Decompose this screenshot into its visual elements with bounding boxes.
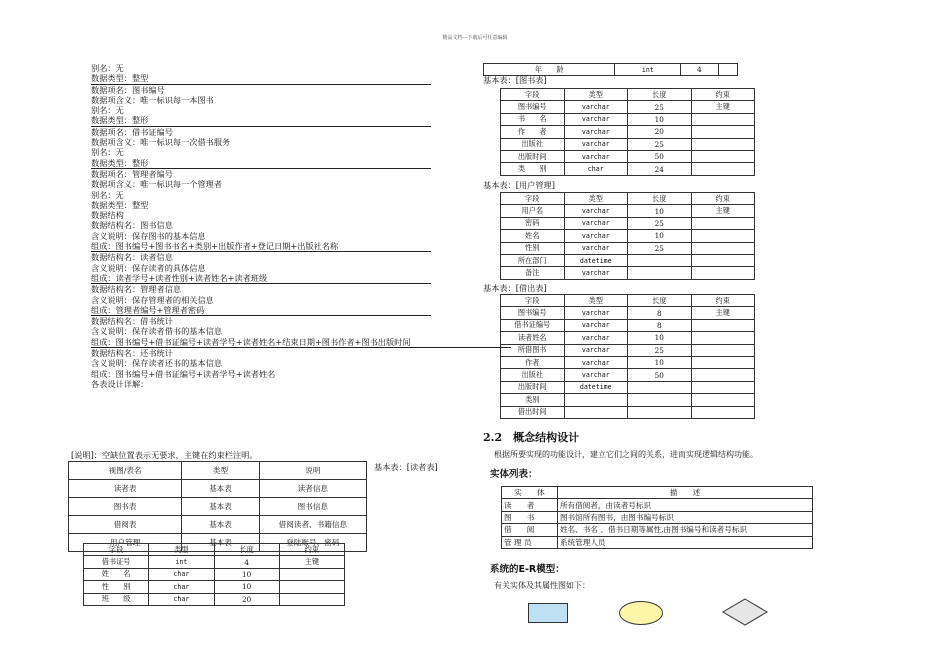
table-row bbox=[502, 536, 813, 548]
book-table-caption: 基本表：[图书表] bbox=[483, 75, 547, 85]
table-cell: 出版时间 bbox=[501, 150, 565, 162]
dictionary-line: 组成：图书编号+借书证编号+读者学号+读者姓名+结束日期+图书作者+图书出版时间 bbox=[91, 336, 411, 347]
table-cell: 25 bbox=[628, 217, 692, 229]
table-cell: 出版社 bbox=[501, 138, 565, 150]
table-cell: 图 书 bbox=[502, 511, 558, 523]
table-cell: 50 bbox=[628, 150, 692, 162]
table-cell: varchar bbox=[564, 267, 628, 279]
table-cell: 主键 bbox=[691, 307, 755, 319]
dictionary-line: 数据结构名：读者信息 bbox=[91, 251, 431, 262]
table-cell bbox=[691, 394, 755, 406]
table-cell: varchar bbox=[564, 242, 628, 254]
table-header-row bbox=[84, 544, 345, 556]
entity-rectangle-shape bbox=[528, 603, 568, 623]
dictionary-line: 数据项含义：唯一标识每一本图书 bbox=[91, 94, 214, 105]
table-header-cell: 长度 bbox=[628, 193, 692, 205]
table-row bbox=[501, 344, 755, 356]
table-row bbox=[501, 267, 755, 279]
table-cell bbox=[691, 267, 755, 279]
table-cell: 主键 bbox=[691, 101, 755, 113]
dictionary-line: 组成：图书编号+图书书名+类别+出版作者+登记日期+出版社名称 bbox=[91, 241, 339, 252]
table-cell: int bbox=[615, 64, 681, 76]
table-cell: 4 bbox=[681, 64, 718, 76]
table-header-cell: 实 体 bbox=[502, 487, 558, 499]
table-cell bbox=[691, 369, 755, 381]
table-header-cell: 类型 bbox=[564, 193, 628, 205]
dictionary-line: 数据结构名：管理者信息 bbox=[91, 283, 431, 294]
table-cell: char bbox=[564, 163, 628, 175]
table-cell bbox=[691, 126, 755, 138]
table-cell: 图书编号 bbox=[501, 307, 565, 319]
table-cell: char bbox=[149, 568, 214, 580]
reader-table bbox=[83, 543, 345, 606]
table-cell: 4 bbox=[214, 556, 279, 568]
dictionary-line: 含义说明：保存管理者的相关信息 bbox=[91, 294, 214, 305]
table-cell: datetime bbox=[564, 381, 628, 393]
table-cell bbox=[628, 381, 692, 393]
table-cell: char bbox=[149, 593, 214, 605]
table-row bbox=[84, 581, 345, 593]
table-cell: 借出时间 bbox=[501, 406, 565, 418]
table-header-row bbox=[69, 462, 367, 480]
dictionary-line: 数据类型：整型 bbox=[91, 199, 149, 210]
user-table bbox=[500, 192, 755, 280]
table-header-row bbox=[502, 487, 813, 499]
table-cell: 图书馆所有图书，由图书编号标识 bbox=[557, 511, 812, 523]
dictionary-line: 组成：图书编号+借书证编号+读者学号+读者姓名 bbox=[91, 368, 276, 379]
table-row bbox=[501, 101, 755, 113]
reader-table-caption: 基本表：[读者表] bbox=[374, 462, 438, 472]
table-cell: varchar bbox=[564, 369, 628, 381]
table-cell bbox=[718, 64, 737, 76]
table-cell: 班 级 bbox=[84, 593, 149, 605]
table-cell: varchar bbox=[564, 307, 628, 319]
table-cell bbox=[279, 581, 344, 593]
table-row bbox=[501, 332, 755, 344]
table-header-row bbox=[501, 193, 755, 205]
er-model-heading: 系统的E-R模型： bbox=[490, 564, 565, 575]
borrow-table bbox=[500, 294, 755, 419]
table-header-cell: 约束 bbox=[691, 193, 755, 205]
table-cell: 25 bbox=[628, 242, 692, 254]
table-cell: 20 bbox=[628, 126, 692, 138]
table-cell: 10 bbox=[628, 230, 692, 242]
table-cell bbox=[691, 319, 755, 331]
table-cell bbox=[691, 138, 755, 150]
table-cell: datetime bbox=[564, 254, 628, 266]
dictionary-line: 数据类型：整形 bbox=[91, 157, 149, 168]
table-cell: 所借图书 bbox=[501, 344, 565, 356]
table-header-cell: 约束 bbox=[691, 295, 755, 307]
table-cell bbox=[628, 267, 692, 279]
dictionary-line: 含义说明：保存读者借书的基本信息 bbox=[91, 326, 223, 337]
table-header-row bbox=[501, 295, 755, 307]
table-cell bbox=[564, 394, 628, 406]
table-cell: 10 bbox=[214, 568, 279, 580]
table-cell: 姓名 bbox=[501, 230, 565, 242]
table-cell: varchar bbox=[564, 101, 628, 113]
table-cell: varchar bbox=[564, 230, 628, 242]
table-row bbox=[501, 126, 755, 138]
table-cell: 借书证号 bbox=[84, 556, 149, 568]
table-cell: 出版时间 bbox=[501, 381, 565, 393]
table-cell: 基本表 bbox=[182, 516, 259, 534]
dictionary-line: 数据结构名：图书信息 bbox=[91, 220, 173, 231]
section-paragraph: 根据所要实现的功能设计，建立它们之间的关系，进而实现逻辑结构功能。 bbox=[494, 450, 758, 459]
table-cell: 24 bbox=[628, 163, 692, 175]
dictionary-line: 数据项名：借书证编号 bbox=[91, 126, 431, 137]
table-cell: 借 阅 bbox=[502, 524, 558, 536]
table-row bbox=[501, 381, 755, 393]
table-cell: 20 bbox=[214, 593, 279, 605]
table-row bbox=[501, 113, 755, 125]
dictionary-line: 别名：无 bbox=[91, 63, 124, 73]
table-header-cell: 字段 bbox=[84, 544, 149, 556]
table-cell: varchar bbox=[564, 113, 628, 125]
table-cell: 25 bbox=[628, 344, 692, 356]
table-row bbox=[501, 217, 755, 229]
table-row bbox=[84, 568, 345, 580]
dictionary-line: 数据结构名：借书统计 bbox=[91, 315, 431, 326]
table-cell: int bbox=[149, 556, 214, 568]
table-cell: 借书证编号 bbox=[501, 319, 565, 331]
table-cell: 类 别 bbox=[501, 163, 565, 175]
dictionary-line: 数据项含义：唯一标识每一个管理者 bbox=[91, 179, 223, 190]
relationship-diamond-shape bbox=[722, 598, 768, 626]
table-row bbox=[501, 163, 755, 175]
table-cell: 用户管理 bbox=[69, 534, 182, 552]
table-cell: 姓名、书名 、借书日期等属性,由图书编号和读者号标识 bbox=[557, 524, 812, 536]
table-cell: 10 bbox=[628, 205, 692, 217]
table-row bbox=[502, 524, 813, 536]
table-header-cell: 约束 bbox=[691, 89, 755, 101]
table-cell bbox=[628, 406, 692, 418]
dictionary-line: 别名：无 bbox=[91, 189, 124, 200]
table-cell: 年 龄 bbox=[484, 64, 615, 76]
table-cell: 作 者 bbox=[501, 126, 565, 138]
table-cell: 10 bbox=[628, 356, 692, 368]
table-cell: 25 bbox=[628, 101, 692, 113]
table-row bbox=[501, 406, 755, 418]
table-cell bbox=[691, 163, 755, 175]
view-table bbox=[68, 461, 367, 552]
table-cell: 图书表 bbox=[69, 498, 182, 516]
table-cell bbox=[628, 254, 692, 266]
table-row bbox=[501, 242, 755, 254]
table-cell: 10 bbox=[628, 332, 692, 344]
table-cell: varchar bbox=[564, 319, 628, 331]
table-row bbox=[84, 593, 345, 605]
dictionary-line: 组成：管理者编号+管理者密码 bbox=[91, 304, 205, 315]
table-header-cell: 类型 bbox=[564, 295, 628, 307]
table-cell bbox=[691, 113, 755, 125]
table-cell bbox=[628, 394, 692, 406]
book-table bbox=[500, 88, 755, 176]
table-cell: 10 bbox=[214, 581, 279, 593]
table-cell: 读者姓名 bbox=[501, 332, 565, 344]
table-cell bbox=[279, 568, 344, 580]
table-cell: 读 者 bbox=[502, 499, 558, 511]
table-cell bbox=[564, 406, 628, 418]
table-cell: 书 名 bbox=[501, 113, 565, 125]
table-cell: 图书信息 bbox=[259, 498, 366, 516]
table-header-row bbox=[501, 89, 755, 101]
dictionary-line: 数据类型：整型 bbox=[91, 73, 149, 84]
table-row bbox=[501, 254, 755, 266]
table-cell: 所在部门 bbox=[501, 254, 565, 266]
table-cell: 系统管理人员 bbox=[557, 536, 812, 548]
borrow-table-caption: 基本表：[借出表] bbox=[483, 283, 547, 293]
er-description: 有关实体及其属性图如下： bbox=[494, 581, 590, 590]
table-header-cell: 视图/表名 bbox=[69, 462, 182, 480]
table-row bbox=[501, 138, 755, 150]
dictionary-line: 数据结构 bbox=[91, 210, 124, 221]
table-cell: 基本表 bbox=[182, 534, 259, 552]
table-cell: varchar bbox=[564, 150, 628, 162]
table-row bbox=[501, 356, 755, 368]
dictionary-line: 含义说明：保存读者的具体信息 bbox=[91, 262, 206, 273]
table-cell: 10 bbox=[628, 113, 692, 125]
attribute-ellipse-shape bbox=[619, 601, 663, 625]
table-cell: 密码 bbox=[501, 217, 565, 229]
table-cell: 所有借阅者，由读者号标识 bbox=[557, 499, 812, 511]
table-header-cell: 类型 bbox=[182, 462, 259, 480]
table-cell: varchar bbox=[564, 126, 628, 138]
table-header-cell: 描 述 bbox=[557, 487, 812, 499]
dictionary-line: 数据项含义：唯一标识每一次借书服务 bbox=[91, 137, 231, 148]
dictionary-line: 别名：无 bbox=[91, 105, 124, 116]
table-cell: varchar bbox=[564, 332, 628, 344]
table-cell: 借阅表 bbox=[69, 516, 182, 534]
table-cell: varchar bbox=[564, 217, 628, 229]
table-cell bbox=[691, 150, 755, 162]
dictionary-line: 数据项名：图书编号 bbox=[91, 84, 431, 95]
table-cell: 8 bbox=[628, 319, 692, 331]
table-row bbox=[69, 516, 367, 534]
table-header-cell: 约束 bbox=[279, 544, 344, 556]
table-row bbox=[501, 205, 755, 217]
table-cell: char bbox=[149, 581, 214, 593]
table-cell bbox=[691, 242, 755, 254]
table-row bbox=[501, 230, 755, 242]
table-cell bbox=[691, 217, 755, 229]
table-header-cell: 字段 bbox=[501, 193, 565, 205]
dictionary-line: 别名：无 bbox=[91, 147, 124, 158]
table-row bbox=[501, 307, 755, 319]
table-row bbox=[69, 480, 367, 498]
table-header-cell: 长度 bbox=[628, 89, 692, 101]
table-cell: 基本表 bbox=[182, 498, 259, 516]
table-cell bbox=[691, 406, 755, 418]
table-cell: varchar bbox=[564, 344, 628, 356]
dictionary-line: 含义说明：保存图书的基本信息 bbox=[91, 230, 206, 241]
data-dictionary bbox=[91, 63, 431, 389]
table-row bbox=[502, 511, 813, 523]
table-cell: 性 别 bbox=[84, 581, 149, 593]
table-cell: 性别 bbox=[501, 242, 565, 254]
table-cell bbox=[691, 254, 755, 266]
table-row bbox=[501, 369, 755, 381]
dictionary-line: 组成：读者学号+读者性别+读者姓名+读者班级 bbox=[91, 272, 268, 283]
table-cell: 作者 bbox=[501, 356, 565, 368]
table-cell: 图书编号 bbox=[501, 101, 565, 113]
table-cell: 出版社 bbox=[501, 369, 565, 381]
table-header-cell: 长度 bbox=[214, 544, 279, 556]
table-cell: varchar bbox=[564, 138, 628, 150]
entity-table bbox=[501, 486, 813, 549]
table-cell: varchar bbox=[564, 205, 628, 217]
table-header-cell: 类型 bbox=[149, 544, 214, 556]
table-row bbox=[501, 394, 755, 406]
user-table-caption: 基本表：[用户管理] bbox=[483, 180, 555, 190]
table-cell: 借阅读者、书籍信息 bbox=[259, 516, 366, 534]
table-row bbox=[84, 556, 345, 568]
table-header-cell: 类型 bbox=[564, 89, 628, 101]
entity-list-heading: 实体列表： bbox=[490, 469, 538, 480]
dictionary-line: 数据类型：整形 bbox=[91, 115, 149, 126]
table-header-cell: 说明 bbox=[259, 462, 366, 480]
table-cell: varchar bbox=[564, 356, 628, 368]
table-cell: 基本表 bbox=[182, 480, 259, 498]
table-cell: 用户名 bbox=[501, 205, 565, 217]
dictionary-line: 各表设计详解： bbox=[91, 378, 149, 389]
section-title: 2.2 概念结构设计 bbox=[483, 431, 580, 444]
table-cell: 主键 bbox=[279, 556, 344, 568]
table-cell: 读者信息 bbox=[259, 480, 366, 498]
table-cell: 8 bbox=[628, 307, 692, 319]
table-row bbox=[501, 150, 755, 162]
table-cell bbox=[691, 332, 755, 344]
table-cell: 读者表 bbox=[69, 480, 182, 498]
table-header-cell: 字段 bbox=[501, 295, 565, 307]
table-header-cell: 长度 bbox=[628, 295, 692, 307]
dictionary-line: 数据结构名：还书统计 bbox=[91, 347, 511, 358]
table-cell bbox=[691, 344, 755, 356]
table-cell: 姓 名 bbox=[84, 568, 149, 580]
table-row bbox=[501, 319, 755, 331]
table-row bbox=[502, 499, 813, 511]
table-cell bbox=[279, 593, 344, 605]
table-cell bbox=[691, 230, 755, 242]
table-note: [说明]：空缺位置表示无要求，主键在约束栏注明。 bbox=[71, 450, 258, 460]
table-cell bbox=[691, 381, 755, 393]
table-cell: 类别 bbox=[501, 394, 565, 406]
page-header: 精品文档---下载后可任意编辑 bbox=[442, 35, 508, 41]
table-cell: 管 理 员 bbox=[502, 536, 558, 548]
table-cell: 备注 bbox=[501, 267, 565, 279]
dictionary-line: 数据项名：管理者编号 bbox=[91, 168, 431, 179]
table-cell: 登陆账号、密码 bbox=[259, 534, 366, 552]
table-cell bbox=[691, 356, 755, 368]
table-cell: 25 bbox=[628, 138, 692, 150]
table-cell: 主键 bbox=[691, 205, 755, 217]
table-header-cell: 字段 bbox=[501, 89, 565, 101]
dictionary-line: 含义说明：保存读者还书的基本信息 bbox=[91, 358, 223, 369]
table-row bbox=[69, 498, 367, 516]
table-cell: 50 bbox=[628, 369, 692, 381]
